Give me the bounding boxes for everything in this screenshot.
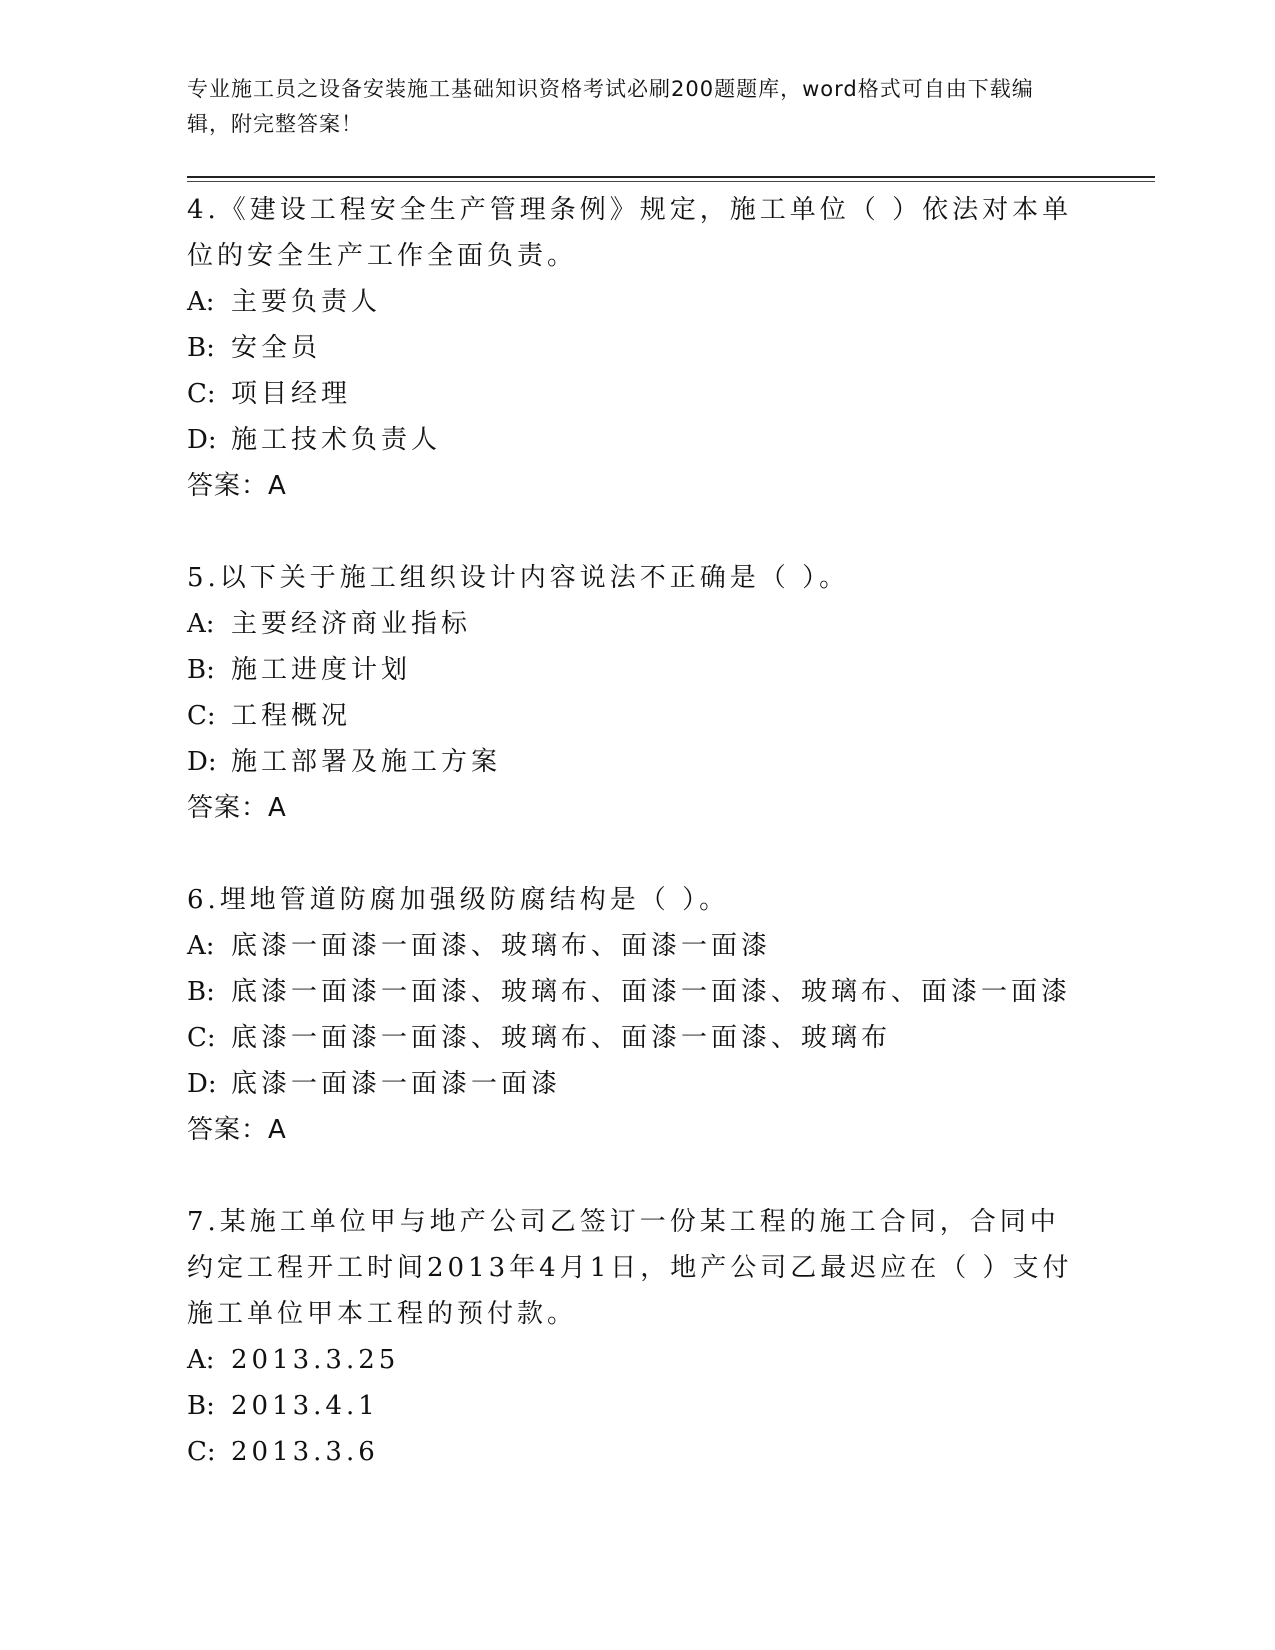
option-c: [187, 1429, 1087, 1475]
header-divider-thin: [187, 181, 1155, 182]
option-text: 2013.3.25: [231, 1345, 400, 1375]
option-d: [187, 739, 1087, 785]
option-b: [187, 969, 1087, 1015]
option-key: C:: [187, 1437, 216, 1467]
option-key: D:: [187, 425, 217, 455]
option-d: [187, 417, 1087, 463]
option-text: 底漆一面漆一面漆、玻璃布、面漆一面漆、玻璃布、面漆一面漆: [231, 977, 1072, 1007]
option-a: [187, 1337, 1087, 1383]
option-a: [187, 601, 1087, 647]
answer-line: 答案：A: [187, 1115, 287, 1145]
option-key: B:: [187, 655, 215, 685]
option-c: [187, 371, 1087, 417]
option-key: A:: [187, 609, 215, 639]
option-text: 项目经理: [231, 379, 352, 409]
option-key: B:: [187, 333, 215, 363]
question-6: [187, 877, 1087, 1153]
document-header: 专业施工员之设备安装施工基础知识资格考试必刷200题题库，word格式可自由下载编辑，附完整答案！: [187, 77, 1034, 136]
option-a: [187, 923, 1087, 969]
question-stem: 4.《建设工程安全生产管理条例》规定，施工单位（ ）依法对本单位的安全生产工作全面负责。: [187, 195, 1073, 271]
option-key: A:: [187, 931, 215, 961]
option-text: 施工部署及施工方案: [231, 747, 502, 777]
option-key: D:: [187, 1069, 217, 1099]
question-4: [187, 187, 1087, 509]
question-7: [187, 1199, 1087, 1475]
option-text: 工程概况: [231, 701, 352, 731]
answer-line: 答案：A: [187, 793, 287, 823]
option-text: 施工进度计划: [231, 655, 412, 685]
option-text: 底漆一面漆一面漆一面漆: [231, 1069, 562, 1099]
option-c: [187, 1015, 1087, 1061]
option-text: 施工技术负责人: [231, 425, 442, 455]
header-divider-thick: [187, 176, 1155, 178]
question-stem: 6.埋地管道防腐加强级防腐结构是（ ）。: [187, 885, 730, 915]
question-5: [187, 555, 1087, 831]
option-text: 2013.3.6: [231, 1437, 379, 1467]
option-key: A:: [187, 1345, 215, 1375]
question-stem: 5.以下关于施工组织设计内容说法不正确是（ ）。: [187, 563, 850, 593]
option-key: A:: [187, 287, 215, 317]
option-key: B:: [187, 1391, 215, 1421]
option-c: [187, 693, 1087, 739]
answer-line: 答案：A: [187, 471, 287, 501]
option-key: D:: [187, 747, 217, 777]
option-key: C:: [187, 379, 216, 409]
option-b: [187, 1383, 1087, 1429]
option-text: 底漆一面漆一面漆、玻璃布、面漆一面漆: [231, 931, 772, 961]
option-b: [187, 647, 1087, 693]
option-d: [187, 1061, 1087, 1107]
question-stem: 7.某施工单位甲与地产公司乙签订一份某工程的施工合同，合同中约定工程开工时间2013年4月1日，地产公司乙最迟应在（ ）支付施工单位甲本工程的预付款。: [187, 1207, 1073, 1329]
option-key: C:: [187, 1023, 216, 1053]
option-text: 底漆一面漆一面漆、玻璃布、面漆一面漆、玻璃布: [231, 1023, 892, 1053]
option-text: 2013.4.1: [231, 1391, 379, 1421]
option-text: 主要负责人: [231, 287, 382, 317]
option-text: 安全员: [231, 333, 322, 363]
option-key: B:: [187, 977, 215, 1007]
option-a: [187, 279, 1087, 325]
option-b: [187, 325, 1087, 371]
option-text: 主要经济商业指标: [231, 609, 472, 639]
question-list: [187, 187, 1087, 1521]
option-key: C:: [187, 701, 216, 731]
